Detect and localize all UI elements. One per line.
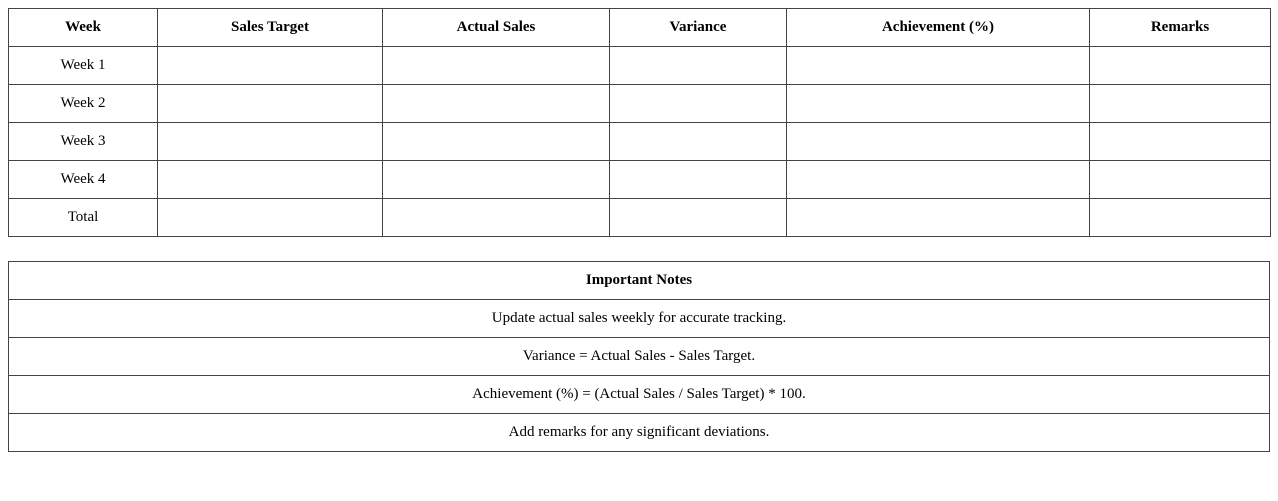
sales-target-cell[interactable] bbox=[158, 199, 383, 237]
header-achievement: Achievement (%) bbox=[787, 9, 1090, 47]
notes-header-row bbox=[9, 262, 1270, 300]
remarks-cell[interactable] bbox=[1090, 85, 1271, 123]
table-row bbox=[9, 47, 1271, 85]
header-actual-sales: Actual Sales bbox=[383, 9, 610, 47]
week-cell: Week 4 bbox=[9, 161, 158, 199]
header-remarks: Remarks bbox=[1090, 9, 1271, 47]
list-item bbox=[9, 338, 1270, 376]
sales-tracking-table bbox=[8, 8, 1271, 237]
variance-cell[interactable] bbox=[610, 199, 787, 237]
table-row bbox=[9, 161, 1271, 199]
sales-target-cell[interactable] bbox=[158, 161, 383, 199]
achievement-cell[interactable] bbox=[787, 47, 1090, 85]
header-variance: Variance bbox=[610, 9, 787, 47]
important-notes-table bbox=[8, 261, 1270, 452]
variance-cell[interactable] bbox=[610, 161, 787, 199]
remarks-cell[interactable] bbox=[1090, 199, 1271, 237]
achievement-cell[interactable] bbox=[787, 199, 1090, 237]
actual-sales-cell[interactable] bbox=[383, 47, 610, 85]
header-sales-target: Sales Target bbox=[158, 9, 383, 47]
week-cell: Week 1 bbox=[9, 47, 158, 85]
variance-cell[interactable] bbox=[610, 123, 787, 161]
note-text: Achievement (%) = (Actual Sales / Sales Target) * 100. bbox=[9, 376, 1270, 414]
table-header-row bbox=[9, 9, 1271, 47]
variance-cell[interactable] bbox=[610, 85, 787, 123]
remarks-cell[interactable] bbox=[1090, 47, 1271, 85]
total-label-cell: Total bbox=[9, 199, 158, 237]
header-week: Week bbox=[9, 9, 158, 47]
note-text: Add remarks for any significant deviations. bbox=[9, 414, 1270, 452]
sales-target-cell[interactable] bbox=[158, 85, 383, 123]
week-cell: Week 3 bbox=[9, 123, 158, 161]
sales-target-cell[interactable] bbox=[158, 123, 383, 161]
table-row bbox=[9, 123, 1271, 161]
actual-sales-cell[interactable] bbox=[383, 161, 610, 199]
table-row bbox=[9, 85, 1271, 123]
note-text: Variance = Actual Sales - Sales Target. bbox=[9, 338, 1270, 376]
list-item bbox=[9, 300, 1270, 338]
week-cell: Week 2 bbox=[9, 85, 158, 123]
actual-sales-cell[interactable] bbox=[383, 199, 610, 237]
actual-sales-cell[interactable] bbox=[383, 85, 610, 123]
achievement-cell[interactable] bbox=[787, 85, 1090, 123]
sales-target-cell[interactable] bbox=[158, 47, 383, 85]
notes-title: Important Notes bbox=[9, 262, 1270, 300]
remarks-cell[interactable] bbox=[1090, 123, 1271, 161]
note-text: Update actual sales weekly for accurate tracking. bbox=[9, 300, 1270, 338]
variance-cell[interactable] bbox=[610, 47, 787, 85]
remarks-cell[interactable] bbox=[1090, 161, 1271, 199]
actual-sales-cell[interactable] bbox=[383, 123, 610, 161]
list-item bbox=[9, 376, 1270, 414]
list-item bbox=[9, 414, 1270, 452]
achievement-cell[interactable] bbox=[787, 123, 1090, 161]
achievement-cell[interactable] bbox=[787, 161, 1090, 199]
total-row bbox=[9, 199, 1271, 237]
